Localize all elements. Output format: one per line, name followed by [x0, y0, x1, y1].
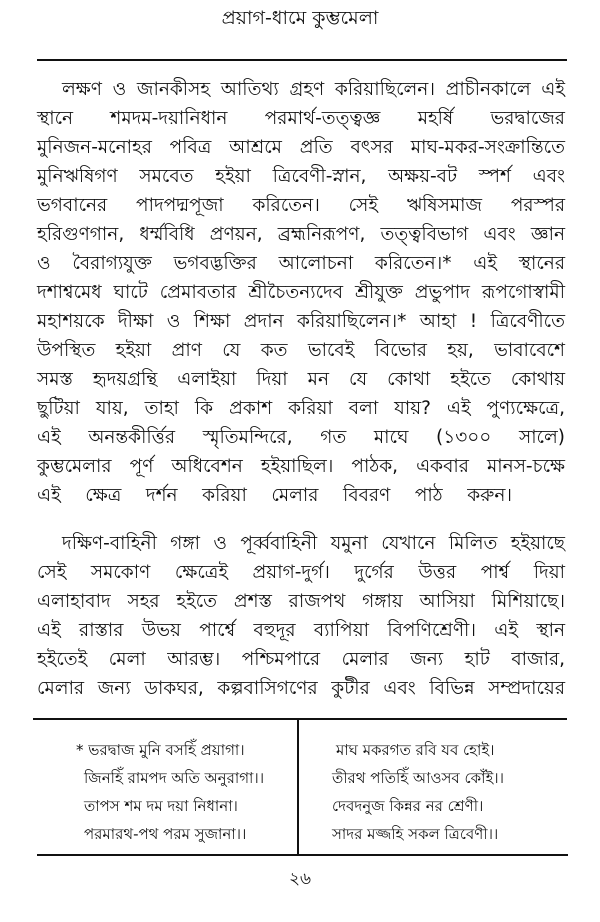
- text-line: এই ক্ষেত্র দর্শন করিয়া মেলার বিবরণ পাঠ করুন।: [37, 485, 512, 506]
- text-line: এই রাস্তার উভয় পার্শ্বে বহুদূর ব্যাপিয়া বিপণিশ্রেণী। এই স্থান: [37, 620, 565, 641]
- text-line: মেলার জন্য ডাকঘর, কল্পবাসিগণের কুটীর এবং বিভিন্ন সম্প্রদায়ের: [37, 678, 565, 699]
- footnote-verse-line: * ভরদ্বাজ মুনি বসহিঁ প্রয়াগা।: [76, 741, 245, 759]
- text-line: দক্ষিণ-বাহিনী গঙ্গা ও পূর্ব্ববাহিনী যমুনা যেখানে মিলিত হইয়াছে: [62, 533, 565, 554]
- running-header: প্রয়াগ-ধামে কুম্ভমেলা: [221, 7, 379, 29]
- footnote-verse-line: তাপস শম দম দয়া নিধানা।: [84, 797, 238, 815]
- footnote-verse-line: সাদর মজ্জহি সকল ত্রিবেণী।।: [332, 825, 499, 843]
- text-line: ও বৈরাগ্যযুক্ত ভগবদ্ভক্তির আলোচনা করিতেন।* এই স্থানের: [37, 253, 565, 274]
- text-line: ছুটিয়া যায়, তাহা কি প্রকাশ করিয়া বলা যায়? এই পুণ্যক্ষেত্রে,: [37, 398, 565, 419]
- text-line: হইতেই মেলা আরম্ভ। পশ্চিমপারে মেলার জন্য হাট বাজার,: [37, 649, 565, 670]
- text-line: লক্ষণ ও জানকীসহ আতিথ্য গ্রহণ করিয়াছিলেন। প্রাচীনকালে এই: [62, 79, 565, 100]
- footnote-verse-line: মাঘ মকরগত রবি যব হোই।: [336, 741, 495, 759]
- text-line: এলাহাবাদ সহর হইতে প্রশস্ত রাজপথ গঙ্গায় আসিয়া মিশিয়াছে।: [37, 591, 565, 612]
- footnote-verse-line: পরমারথ-পথ পরম সুজানা।।: [84, 825, 247, 843]
- text-line: দশাশ্বমেধ ঘাটে প্রেমাবতার শ্রীচৈতন্যদেব শ্রীযুক্ত প্রভুপাদ রূপগোস্বামী: [37, 282, 565, 303]
- header-rule: [37, 59, 567, 61]
- text-line: স্থানে শমদম-দয়ানিধান পরমার্থ-তত্ত্বজ্ঞ মহর্ষি ভরদ্বাজের: [37, 108, 565, 129]
- text-line: উপস্থিত হইয়া প্রাণ যে কত ভাবেই বিভোর হয়, ভাবাবেশে: [37, 340, 565, 361]
- text-line: কুম্ভমেলার পূর্ণ অধিবেশন হইয়াছিল। পাঠক, একবার মানস-চক্ষে: [37, 456, 565, 477]
- text-line: ভগবানের পাদপদ্মপূজা করিতেন। সেই ঋষিসমাজ পরস্পর: [37, 195, 565, 216]
- footnote-top-rule: [33, 718, 567, 720]
- text-line: সমস্ত হৃদয়গ্রন্থি এলাইয়া দিয়া মন যে কোথা হইতে কোথায়: [37, 369, 565, 390]
- footnote-column-divider: [297, 720, 299, 854]
- text-line: মহাশয়কে দীক্ষা ও শিক্ষা প্রদান করিয়াছিলেন।* আহা ! ত্রিবেণীতে: [37, 311, 565, 332]
- footnote-verse-line: তীরথ পতিহিঁ আওসব কোঁই।।: [332, 769, 504, 787]
- footnote-bottom-rule: [37, 854, 568, 856]
- page-number: ২৬: [288, 869, 312, 889]
- footnote-verse-line: জিনহিঁ রামপদ অতি অনুরাগা।।: [84, 769, 265, 787]
- text-line: এই অনন্তকীর্ত্তির স্মৃতিমন্দিরে, গত মাঘে (১৩০০ সালে): [37, 427, 565, 448]
- footnote-verse-line: দেবদনুজ কিন্নর নর শ্রেণী।: [332, 797, 484, 815]
- text-line: মুনিঋষিগণ সমবেত হইয়া ত্রিবেণী-স্নান, অক্ষয়-বট স্পর্শ এবং: [37, 166, 565, 187]
- text-line: হরিগুণগান, ধর্ম্মবিধি প্রণয়ন, ব্রহ্মনিরূপণ, তত্ত্ববিভাগ এবং জ্ঞান: [37, 224, 565, 245]
- text-line: মুনিজন-মনোহর পবিত্র আশ্রমে প্রতি বৎসর মাঘ-মকর-সংক্রান্তিতে: [37, 137, 565, 158]
- text-line: সেই সমকোণ ক্ষেত্রেই প্রয়াগ-দুর্গ। দুর্গের উত্তর পার্শ্ব দিয়া: [37, 562, 565, 583]
